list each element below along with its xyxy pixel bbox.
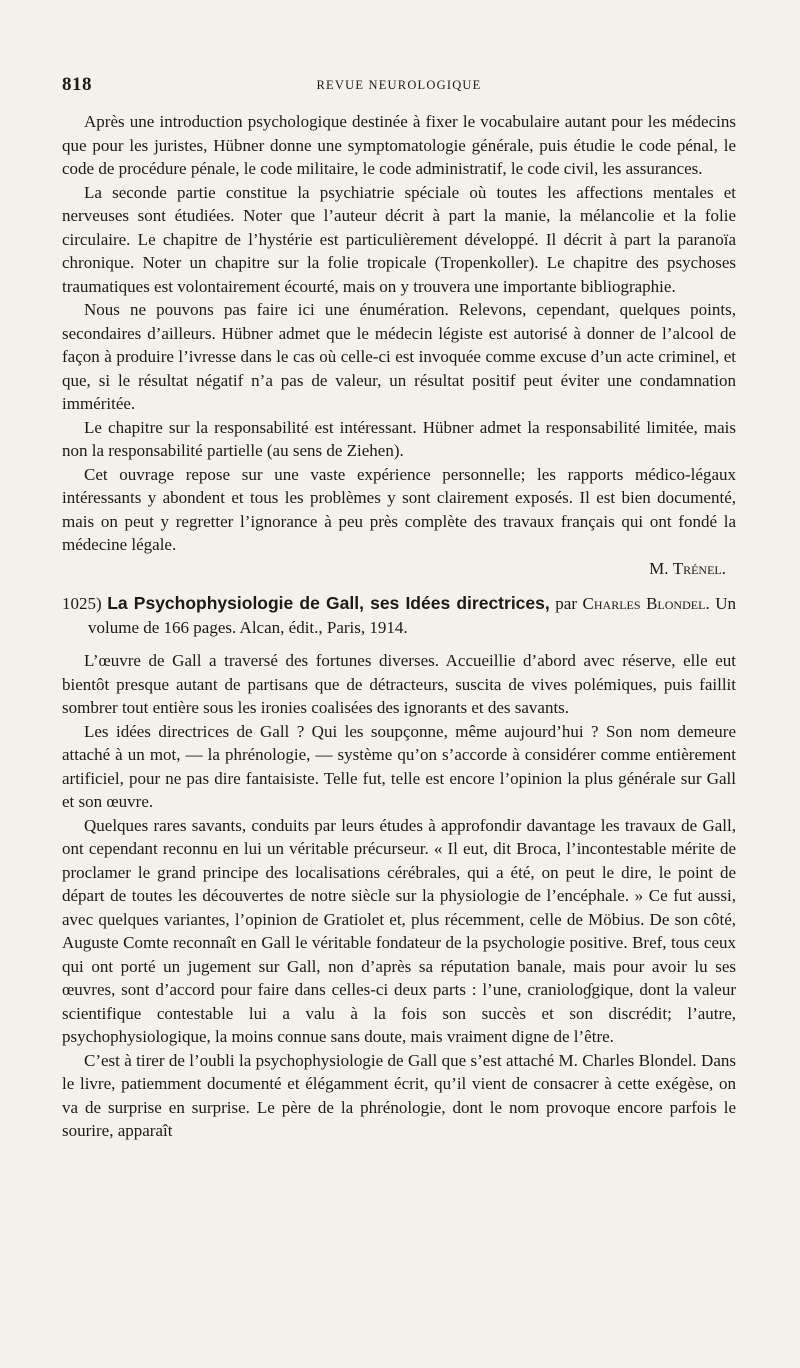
signature-name: Trénel. (672, 558, 726, 578)
paragraph: Le chapitre sur la responsabilité est intéressant. Hübner admet la responsabilité limitée, mais non la responsabilité partielle (au sens de Ziehen). (62, 417, 736, 460)
page-body (62, 110, 736, 1143)
page-header (62, 74, 736, 104)
page-number: 818 (62, 74, 92, 95)
review-details: . Un volume de 166 pages. Alcan, édit., Paris, 1914. (88, 594, 737, 637)
paragraph: Cet ouvrage repose sur une vaste expérience personnelle; les rapports médico-légaux intéressants y abondent et tous les problèmes y sont clairement exposés. Il est bien documenté, mais on peut y regretter l’ignorance à peu près complète des travaux français qui ont fondé la médecine légale. (62, 464, 736, 554)
review-heading (62, 592, 736, 639)
review-number: 1025) (62, 594, 102, 613)
paragraph: Les idées directrices de Gall ? Qui les soupçonne, même aujourd’hui ? Son nom demeure attaché à un mot, — la phrénologie, — système qu’on s’accorde à considérer comme entièrement artificiel, pour ne pas dire fantaisiste. Telle fut, telle est encore l’opinion la plus générale sur Gall et son œuvre. (62, 721, 736, 811)
paragraph: La seconde partie constitue la psychiatrie spéciale où toutes les affections mentales et nerveuses sont étudiées. Noter que l’auteur décrit à part la manie, la mélancolie et la folie circulaire. Le chapitre de l’hystérie est particulièrement développé. Il décrit à part la paranoïa chronique. Noter un chapitre sur la folie tropicale (Tropenkoller). Le chapitre des psychoses traumatiques est volontairement écourté, mais on y trouvera une importante bibliographie. (62, 182, 736, 296)
review-by: par (549, 594, 583, 613)
paragraph: Nous ne pouvons pas faire ici une énumération. Relevons, cependant, quelques points, secondaires d’ailleurs. Hübner admet que le médecin légiste est autorisé à donner de l’alcool de façon à produire l’ivresse dans le cas où celle-ci est invoquée comme excuse d’un acte criminel, et que, si le résultat négatif n’a pas de valeur, un résultat positif peut éviter une condamnation imméritée. (62, 300, 736, 413)
paragraph: Quelques rares savants, conduits par leurs études à approfondir davantage les travaux de Gall, ont cependant reconnu en lui un véritable précurseur. « Il eut, dit Broca, l’incontestable mérite de proclamer le grand principe des localisations cérébrales, qui a été, on peut le dire, le point de départ de toutes les découvertes de notre siècle sur la physiologie de l’encéphale. » Ce fut aussi, avec quelques variantes, l’opinion de Gratiolet et, plus récemment, celle de Möbius. De son côté, Auguste Comte reconnaît en Gall le véritable fondateur de la psychologie positive. Bref, tous ceux qui ont porté un jugement sur Gall, non d’après sa réputation banale, mais pour avoir lu ses œuvres, sont d’accord pour faire dans celles-ci deux parts : l’une, cranioloɠgique, dont la valeur scientifique contestable lui a valu à la fois son succès et son discrédit; l’autre, psychophysiologique, la moins connue sans doute, mais vraiment digne de l’être. (62, 815, 736, 1046)
review-title: La Psychophysiologie de Gall, ses Idées directrices, (107, 593, 550, 613)
review-author: Charles Blondel (582, 594, 706, 613)
paragraph: L’œuvre de Gall a traversé des fortunes diverses. Accueillie d’abord avec réserve, elle eut bientôt presque autant de partisans que de détracteurs, suscita de vives polémiques, puis faillit sombrer tout entière sous les ironies coalisées des ignorants et des savants. (62, 651, 736, 717)
paragraph: Après une introduction psychologique destinée à fixer le vocabulaire autant pour les médecins que pour les juristes, Hübner donne une symptomatologie générale, puis étudie le code pénal, le code de procédure pénale, le code militaire, le code administratif, le code civil, les assurances. (62, 112, 736, 178)
signature-prefix: M. (649, 558, 673, 578)
signature (62, 557, 736, 581)
running-title: REVUE NEUROLOGIQUE (316, 78, 482, 92)
paragraph: C’est à tirer de l’oubli la psychophysiologie de Gall que s’est attaché M. Charles Blondel. Dans le livre, patiemment documenté et élégamment écrit, qu’il vient de consacrer à cette exégèse, on va de surprise en surprise. Le père de la phrénologie, dont le nom provoque encore parfois le sourire, apparaît (62, 1050, 736, 1140)
